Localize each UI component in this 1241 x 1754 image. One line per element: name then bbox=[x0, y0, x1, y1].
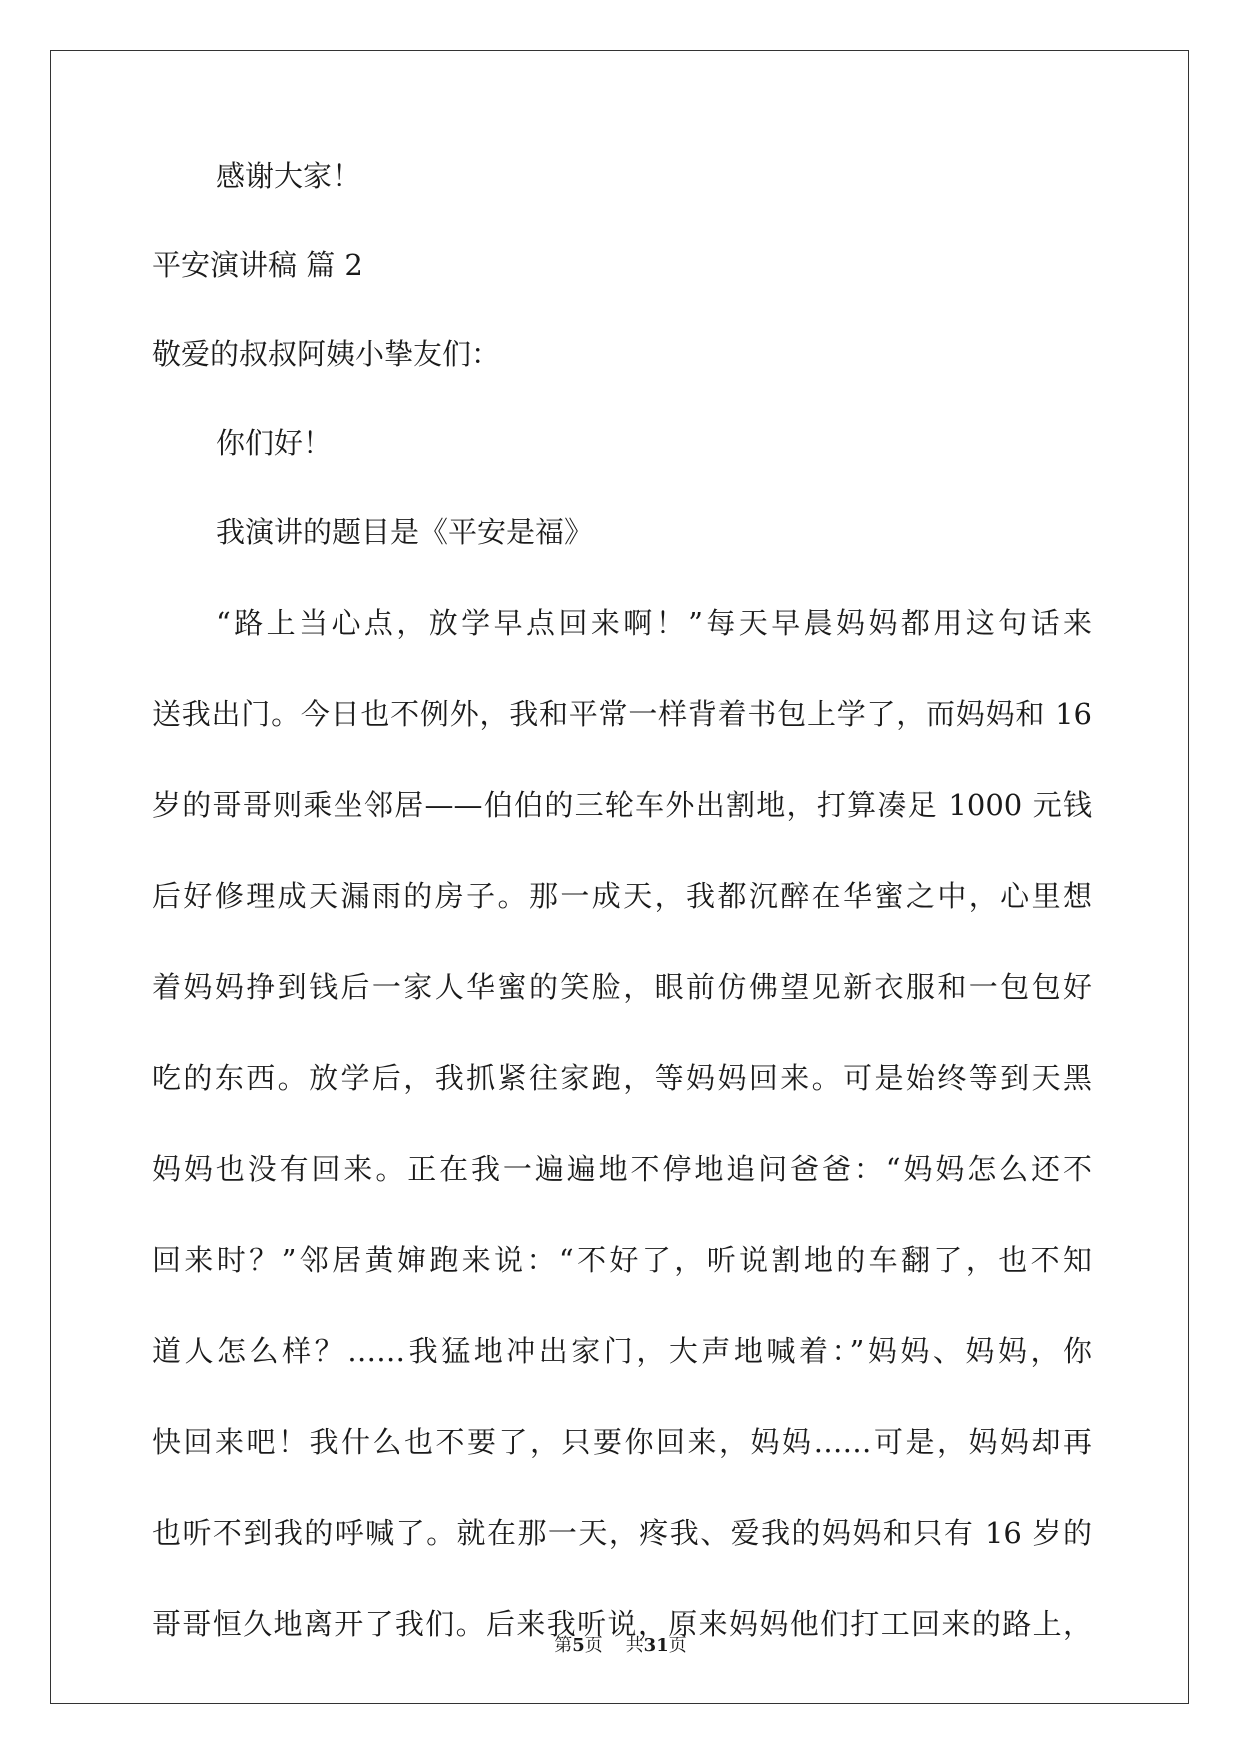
document-body bbox=[152, 159, 1092, 1641]
paragraph-line: 送我出门。今日也不例外，我和平常一样背着书包上学了，而妈妈和 16 bbox=[152, 697, 1092, 731]
paragraph-line: 也听不到我的呼喊了。就在那一天，疼我、爱我的妈妈和只有 16 岁的 bbox=[152, 1516, 1092, 1550]
footer-middle: 页 共 bbox=[584, 1635, 644, 1656]
salutation: 敬爱的叔叔阿姨小挚友们： bbox=[152, 337, 501, 371]
paragraph-line: 回来时？”邻居黄婶跑来说：“不好了，听说割地的车翻了，也不知 bbox=[152, 1243, 1092, 1277]
paragraph-line: 吃的东西。放学后，我抓紧往家跑，等妈妈回来。可是始终等到天黑 bbox=[152, 1061, 1092, 1095]
greeting: 你们好！ bbox=[216, 426, 333, 460]
speech-title-line: 我演讲的题目是《平安是福》 bbox=[216, 515, 594, 549]
page-footer bbox=[0, 1636, 1241, 1656]
closing-line: 感谢大家！ bbox=[216, 159, 362, 193]
paragraph-line: 快回来吧！我什么也不要了，只要你回来，妈妈……可是，妈妈却再 bbox=[152, 1425, 1092, 1459]
paragraph-line: 哥哥恒久地离开了我们。后来我听说，原来妈妈他们打工回来的路上， bbox=[152, 1607, 1092, 1641]
section-heading: 平安演讲稿 篇 2 bbox=[152, 248, 363, 282]
paragraph-line: 后好修理成天漏雨的房子。那一成天，我都沉醉在华蜜之中，心里想 bbox=[152, 879, 1092, 913]
paragraph-line: 岁的哥哥则乘坐邻居——伯伯的三轮车外出割地，打算凑足 1000 元钱 bbox=[152, 788, 1092, 822]
footer-page-number: 5 bbox=[572, 1635, 585, 1656]
footer-suffix: 页 bbox=[668, 1635, 687, 1656]
paragraph-line: 着妈妈挣到钱后一家人华蜜的笑脸，眼前仿佛望见新衣服和一包包好 bbox=[152, 970, 1092, 1004]
paragraph-line: “路上当心点，放学早点回来啊！”每天早晨妈妈都用这句话来 bbox=[216, 606, 1092, 640]
paragraph-line: 妈妈也没有回来。正在我一遍遍地不停地追问爸爸：“妈妈怎么还不 bbox=[152, 1152, 1092, 1186]
footer-prefix: 第 bbox=[554, 1635, 573, 1656]
paragraph-line: 道人怎么样？……我猛地冲出家门，大声地喊着：”妈妈、妈妈，你 bbox=[152, 1334, 1092, 1368]
footer-total-pages: 31 bbox=[643, 1635, 669, 1656]
